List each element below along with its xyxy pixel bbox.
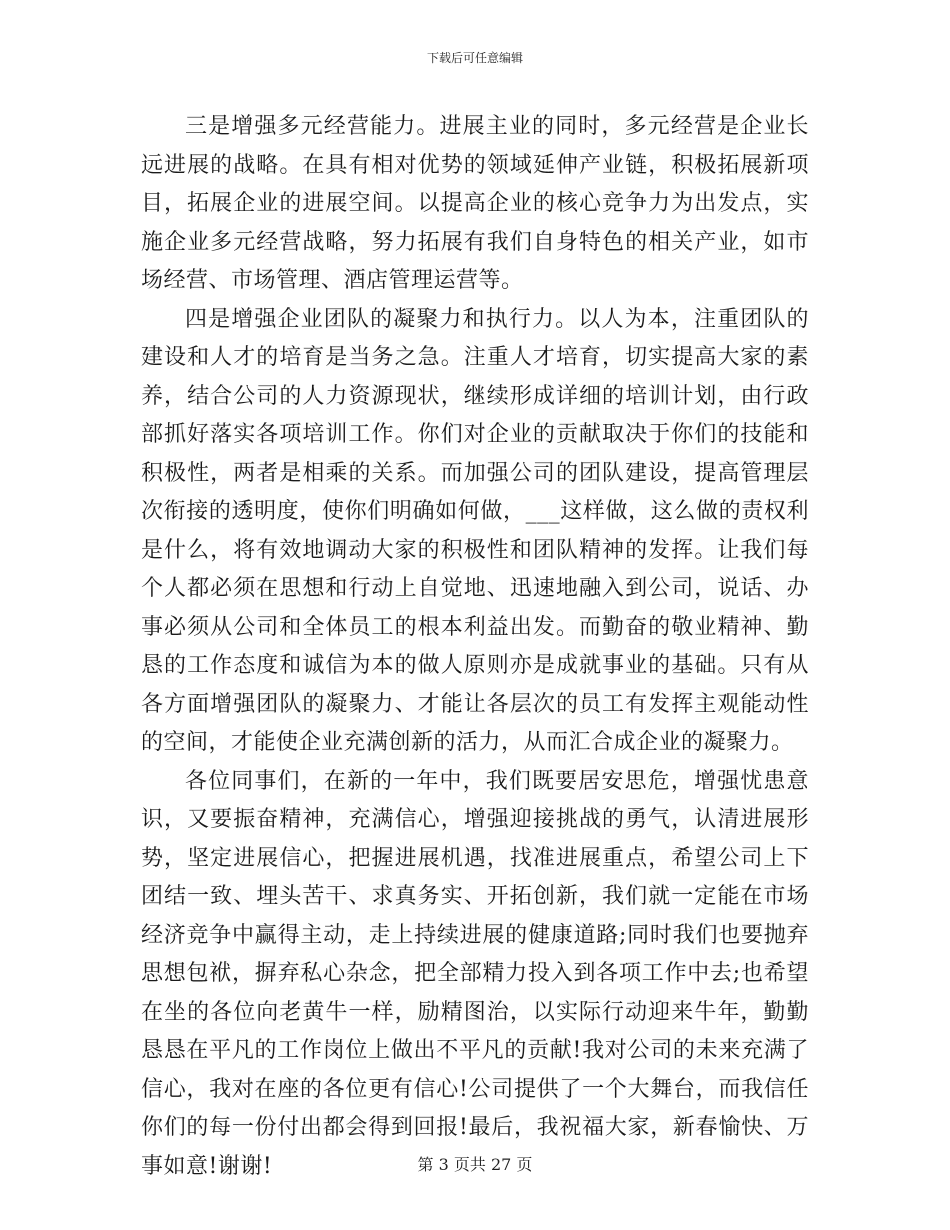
paragraph-closing-address: 各位同事们，在新的一年中，我们既要居安思危，增强忧患意识，又要振奋精神，充满信心，增强迎接挑战的勇气，认清进展形势，坚定进展信心，把握进展机遇，找准进展重点，希望公司上下团结一致、埋头苦干、求真务实、开拓创新，我们就一定能在市场经济竞争中赢得主动，走上持续进展的健康道路;同时我们也要抛弃思想包袱，摒弃私心杂念，把全部精力投入到各项工作中去;也希望在坐的各位向老黄牛一样，励精图治，以实际行动迎来牛年，勤勤恳恳在平凡的工作岗位上做出不平凡的贡献!我对公司的未来充满了信心，我对在座的各位更有信心!公司提供了一个大舞台，而我信任你们的每一份付出都会得到回报!最后，我祝福大家，新春愉快、万事如意!谢谢! xyxy=(141,768,809,1179)
page-number: 第 3 页共 27 页 xyxy=(417,1155,533,1174)
paragraph-team-cohesion: 四是增强企业团队的凝聚力和执行力。以人为本，注重团队的建设和人才的培育是当务之急。注重人才培育，切实提高大家的素养，结合公司的人力资源现状，继续形成详细的培训计划，由行政部抓好落实各项培训工作。你们对企业的贡献取决于你们的技能和积极性，两者是相乘的关系。而加强公司的团队建设，提高管理层次衔接的透明度，使你们明确如何做，___这样做，这么做的责权利是什么，将有效地调动大家的积极性和团队精神的发挥。让我们每个人都必须在思想和行动上自觉地、迅速地融入到公司，说话、办事必须从公司和全体员工的根本利益出发。而勤奋的敬业精神、勤恳的工作态度和诚信为本的做人原则亦是成就事业的基础。只有从各方面增强团队的凝聚力、才能让各层次的员工有发挥主观能动性的空间，才能使企业充满创新的活力，从而汇合成企业的凝聚力。 xyxy=(141,306,809,755)
paragraph-diversified-operations: 三是增强多元经营能力。进展主业的同时，多元经营是企业长远进展的战略。在具有相对优势的领域延伸产业链，积极拓展新项目，拓展企业的进展空间。以提高企业的核心竞争力为出发点，实施企业多元经营战略，努力拓展有我们自身特色的相关产业，如市场经营、市场管理、酒店管理运营等。 xyxy=(141,114,809,293)
page-header-note: 下载后可任意编辑 xyxy=(426,51,523,65)
document-body xyxy=(141,108,809,1186)
